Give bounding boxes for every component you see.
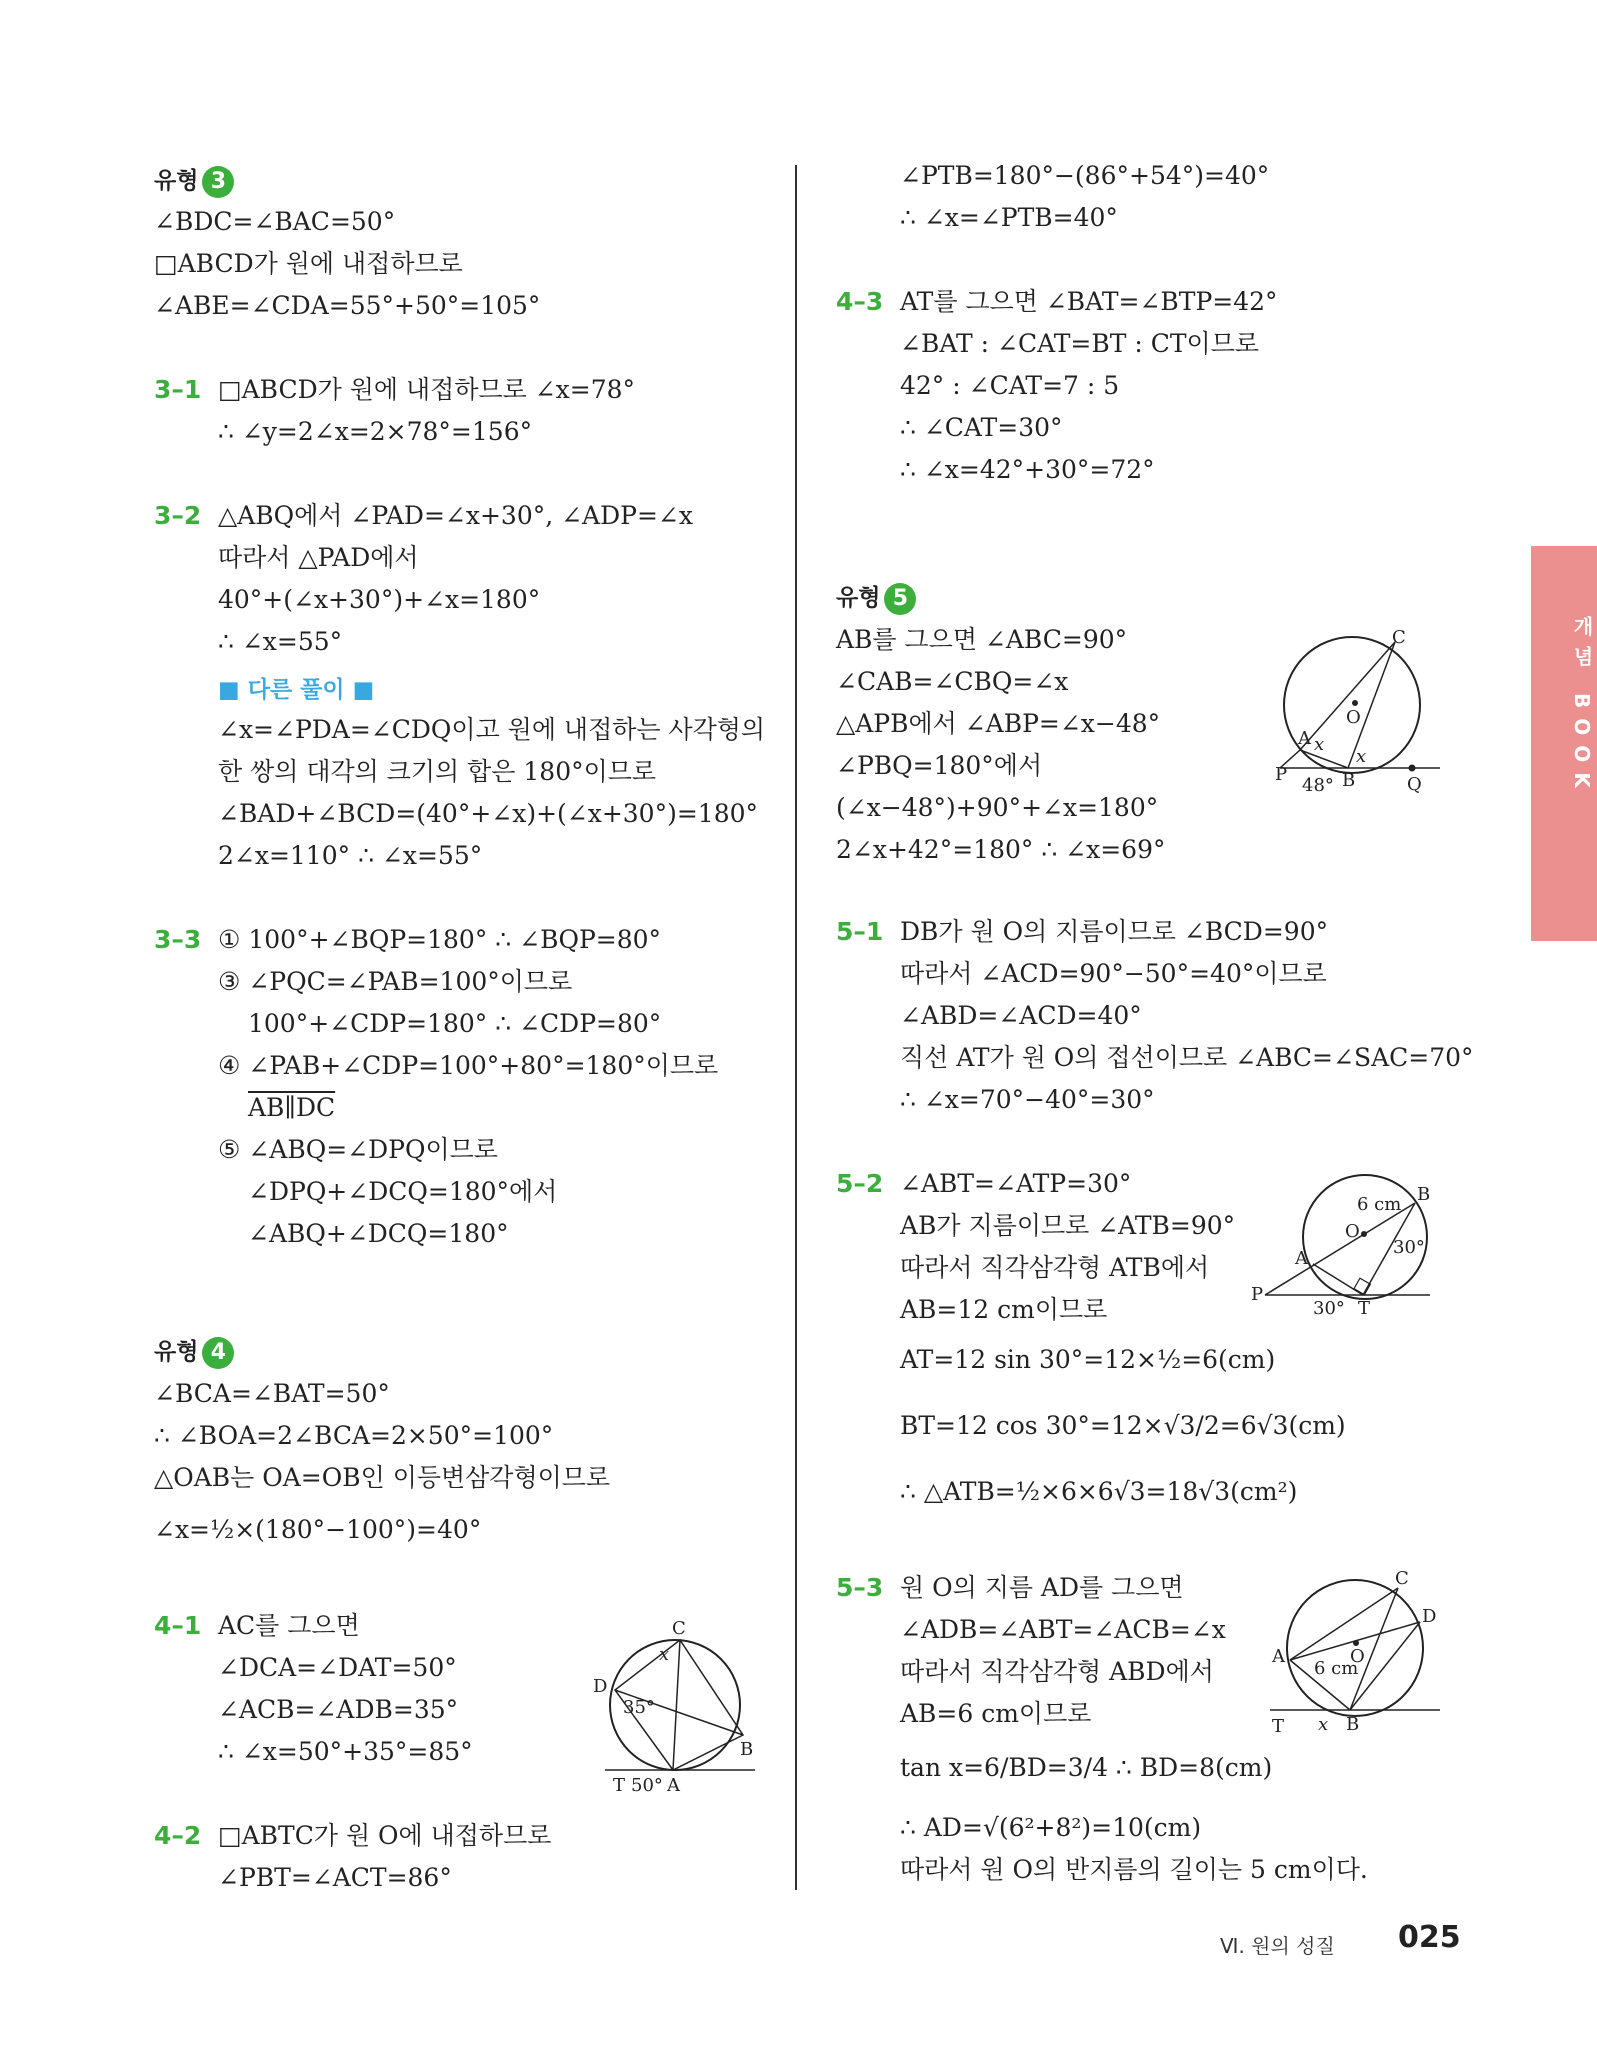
problem-4-3-number: 4–3	[836, 287, 884, 316]
fig52-label-o: O	[1345, 1221, 1360, 1242]
type3-line-1: ∠BDC=∠BAC=50°	[154, 207, 396, 236]
p5-3-line-3: 따라서 직각삼각형 ABD에서	[900, 1657, 1214, 1686]
fig53-label-t: T	[1272, 1716, 1285, 1737]
footer-page-number: 025	[1398, 1920, 1461, 1955]
type3-heading: 유형 3	[154, 165, 234, 198]
p4-3-line-5: ∴ ∠x=42°+30°=72°	[900, 455, 1155, 484]
p5-2-line-5: AT=12 sin 30°=12×½=6(cm)	[900, 1345, 1276, 1374]
fig5-label-c: C	[1392, 630, 1406, 648]
fig52-label-p: P	[1251, 1284, 1264, 1305]
type4-heading: 유형 4	[154, 1336, 234, 1369]
problem-5-2-number: 5–2	[836, 1169, 884, 1198]
p3-2-alt-line-2: 한 쌍의 대각의 크기의 합은 180°이므로	[218, 757, 657, 786]
p3-2-alt-line-4: 2∠x=110° ∴ ∠x=55°	[218, 841, 483, 870]
type5-line-5: (∠x−48°)+90°+∠x=180°	[836, 793, 1159, 822]
problem-3-2-number: 3–2	[154, 501, 202, 530]
fig41-label-35: 35°	[623, 1697, 655, 1718]
fig53-label-b: B	[1346, 1714, 1360, 1735]
figure-5-3-circle-diagram	[1250, 1570, 1450, 1740]
p4-3-line-1: AT를 그으면 ∠BAT=∠BTP=42°	[900, 287, 1278, 316]
p5-3-line-4: AB=6 cm이므로	[900, 1699, 1092, 1728]
p3-3-line-7: ∠DPQ+∠DCQ=180°에서	[248, 1177, 558, 1206]
p3-3-line-4: ④ ∠PAB+∠CDP=100°+80°=180°이므로	[218, 1051, 719, 1080]
type5-heading: 유형 5	[836, 582, 916, 615]
p3-1-line-1: □ABCD가 원에 내접하므로 ∠x=78°	[218, 375, 636, 404]
fig52-label-30b: 30°	[1313, 1298, 1345, 1319]
p4-2-cont-line-2: ∴ ∠x=∠PTB=40°	[900, 203, 1118, 232]
alternative-solution-label: ■ 다른 풀이 ■	[218, 677, 375, 703]
p5-2-line-4: AB=12 cm이므로	[900, 1295, 1108, 1324]
p5-1-line-2: 따라서 ∠ACD=90°−50°=40°이므로	[900, 959, 1327, 988]
p5-2-line-1: ∠ABT=∠ATP=30°	[900, 1169, 1132, 1198]
p3-3-line-8: ∠ABQ+∠DCQ=180°	[248, 1219, 509, 1248]
fig5-label-a: A	[1298, 728, 1311, 749]
p3-2-line-1: △ABQ에서 ∠PAD=∠x+30°, ∠ADP=∠x	[218, 501, 693, 530]
fig41-label-50: 50°	[631, 1775, 663, 1795]
fig52-label-t: T	[1358, 1298, 1371, 1319]
p3-2-line-3: 40°+(∠x+30°)+∠x=180°	[218, 585, 541, 614]
type5-line-2: ∠CAB=∠CBQ=∠x	[836, 667, 1069, 696]
fig53-label-a: A	[1272, 1646, 1285, 1667]
type4-line-4: ∠x=½×(180°−100°)=40°	[154, 1515, 482, 1544]
p5-3-line-7: 따라서 원 O의 반지름의 길이는 5 cm이다.	[900, 1855, 1368, 1884]
p3-2-alt-line-1: ∠x=∠PDA=∠CDQ이고 원에 내접하는 사각형의	[218, 715, 766, 744]
fig53-label-6cm: 6 cm	[1314, 1658, 1359, 1679]
p4-2-line-2: ∠PBT=∠ACT=86°	[218, 1863, 452, 1892]
p4-2-cont-line-1: ∠PTB=180°−(86°+54°)=40°	[900, 161, 1270, 190]
p5-3-line-2: ∠ADB=∠ABT=∠ACB=∠x	[900, 1615, 1226, 1644]
p4-1-line-1: AC를 그으면	[218, 1611, 360, 1640]
p4-3-line-3: 42° : ∠CAT=7 : 5	[900, 371, 1120, 400]
type5-badge: 5	[884, 583, 916, 615]
fig52-label-30a: 30°	[1393, 1237, 1425, 1258]
p4-3-line-4: ∴ ∠CAT=30°	[900, 413, 1063, 442]
side-tab-label: 개념 BOOK	[1570, 616, 1594, 798]
fig41-label-x: x	[659, 1644, 670, 1665]
fig52-label-b: B	[1417, 1184, 1431, 1205]
fig53-label-c: C	[1395, 1570, 1409, 1589]
figure-4-1-circle-diagram	[585, 1615, 765, 1795]
fig5-label-x1: x	[1314, 734, 1325, 755]
problem-5-1-number: 5–1	[836, 917, 884, 946]
fig53-label-o: O	[1350, 1646, 1365, 1667]
type4-line-3: △OAB는 OA=OB인 이등변삼각형이므로	[154, 1463, 611, 1492]
p5-3-line-5: tan x=6/BD=3/4 ∴ BD=8(cm)	[900, 1753, 1273, 1782]
fig53-label-x: x	[1318, 1714, 1329, 1735]
p5-1-line-1: DB가 원 O의 지름이므로 ∠BCD=90°	[900, 917, 1329, 946]
fig41-label-a: A	[667, 1775, 680, 1795]
p3-2-line-2: 따라서 △PAD에서	[218, 543, 419, 572]
p3-2-alt-line-3: ∠BAD+∠BCD=(40°+∠x)+(∠x+30°)=180°	[218, 799, 759, 828]
type4-line-1: ∠BCA=∠BAT=50°	[154, 1379, 390, 1408]
figure-5-2-circle-diagram	[1245, 1170, 1445, 1330]
fig41-label-c: C	[672, 1618, 686, 1639]
type5-line-3: △APB에서 ∠ABP=∠x−48°	[836, 709, 1161, 738]
fig41-label-t: T	[613, 1775, 626, 1795]
fig52-label-6cm: 6 cm	[1357, 1194, 1402, 1215]
p5-2-line-3: 따라서 직각삼각형 ATB에서	[900, 1253, 1210, 1282]
footer-chapter-title: Ⅵ. 원의 성질	[1220, 1934, 1335, 1958]
type5-line-1: AB를 그으면 ∠ABC=90°	[836, 625, 1128, 654]
type5-line-4: ∠PBQ=180°에서	[836, 751, 1043, 780]
p5-2-line-6: BT=12 cos 30°=12×√3/2=6√3(cm)	[900, 1411, 1346, 1440]
column-divider	[795, 165, 797, 1890]
fig5-label-o: O	[1346, 707, 1361, 728]
p5-1-line-5: ∴ ∠x=70°−40°=30°	[900, 1085, 1155, 1114]
fig5-label-p: P	[1275, 764, 1288, 785]
problem-4-1-number: 4–1	[154, 1611, 202, 1640]
figure-type5-circle-diagram	[1270, 630, 1450, 800]
p5-3-line-1: 원 O의 지름 AD를 그으면	[900, 1573, 1184, 1602]
fig5-label-b: B	[1342, 770, 1356, 791]
p3-3-line-5: AB∥DC	[248, 1093, 336, 1122]
problem-4-2-number: 4–2	[154, 1821, 202, 1850]
p5-2-line-7: ∴ △ATB=½×6×6√3=18√3(cm²)	[900, 1477, 1298, 1506]
fig53-label-d: D	[1422, 1606, 1437, 1627]
problem-5-3-number: 5–3	[836, 1573, 884, 1602]
fig5-label-48: 48°	[1302, 775, 1334, 796]
p4-1-line-2: ∠DCA=∠DAT=50°	[218, 1653, 457, 1682]
fig41-label-b: B	[740, 1739, 754, 1760]
p3-2-line-4: ∴ ∠x=55°	[218, 627, 343, 656]
fig41-label-d: D	[593, 1676, 608, 1697]
p3-3-line-3: 100°+∠CDP=180° ∴ ∠CDP=80°	[248, 1009, 662, 1038]
type3-line-3: ∠ABE=∠CDA=55°+50°=105°	[154, 291, 541, 320]
p4-2-line-1: □ABTC가 원 O에 내접하므로	[218, 1821, 552, 1850]
p3-1-line-2: ∴ ∠y=2∠x=2×78°=156°	[218, 417, 533, 446]
type5-line-6: 2∠x+42°=180° ∴ ∠x=69°	[836, 835, 1166, 864]
fig5-label-x2: x	[1356, 746, 1367, 767]
type4-badge: 4	[202, 1337, 234, 1369]
side-tab-concept-book	[1531, 546, 1597, 941]
p5-3-line-6: ∴ AD=√(6²+8²)=10(cm)	[900, 1813, 1202, 1842]
p4-1-line-3: ∠ACB=∠ADB=35°	[218, 1695, 459, 1724]
type3-badge: 3	[202, 166, 234, 198]
p3-3-line-6: ⑤ ∠ABQ=∠DPQ이므로	[218, 1135, 498, 1164]
type3-line-2: □ABCD가 원에 내접하므로	[154, 249, 463, 278]
p4-3-line-2: ∠BAT : ∠CAT=BT : CT이므로	[900, 329, 1259, 358]
p5-2-line-2: AB가 지름이므로 ∠ATB=90°	[900, 1211, 1236, 1240]
p5-1-line-3: ∠ABD=∠ACD=40°	[900, 1001, 1142, 1030]
problem-3-3-number: 3–3	[154, 925, 202, 954]
type4-line-2: ∴ ∠BOA=2∠BCA=2×50°=100°	[154, 1421, 554, 1450]
fig52-label-a: A	[1295, 1248, 1308, 1269]
problem-3-1-number: 3–1	[154, 375, 202, 404]
p4-1-line-4: ∴ ∠x=50°+35°=85°	[218, 1737, 473, 1766]
fig5-label-q: Q	[1407, 774, 1422, 795]
p3-3-line-1: ① 100°+∠BQP=180° ∴ ∠BQP=80°	[218, 925, 662, 954]
p3-3-line-2: ③ ∠PQC=∠PAB=100°이므로	[218, 967, 573, 996]
p5-1-line-4: 직선 AT가 원 O의 접선이므로 ∠ABC=∠SAC=70°	[900, 1043, 1474, 1072]
